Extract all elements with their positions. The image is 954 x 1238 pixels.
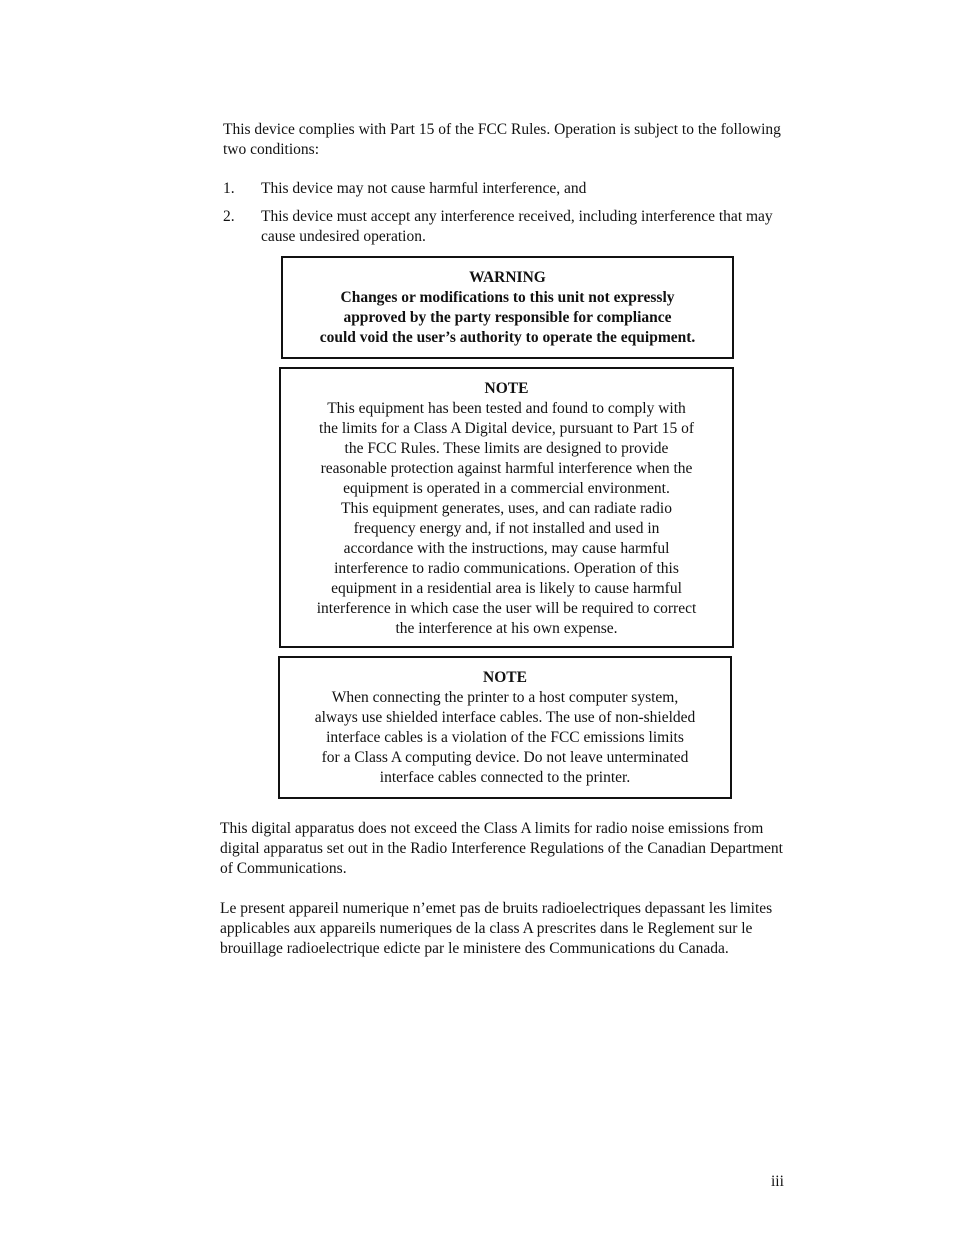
note-title: NOTE: [483, 669, 527, 686]
canada-english-paragraph: This digital apparatus does not exceed the Class A limits for radio noise emissions from digital apparatus set out in the Radio Interference Regulations of the Canadian Department of Communications.: [220, 820, 783, 877]
warning-body: Changes or modifications to this unit not expressly approved by the party responsible for compliance could void the user’s authority to operate the equipment.: [319, 289, 696, 346]
condition-item-1: [223, 179, 803, 199]
warning-box: [281, 256, 734, 359]
fcc-intro-paragraph: This device complies with Part 15 of the FCC Rules. Operation is subject to the following two conditions:: [223, 121, 781, 158]
condition-number: 2.: [223, 208, 235, 225]
canada-french-paragraph: Le present appareil numerique n’emet pas de bruits radioelectriques depassant les limites applicables aux appareils numeriques de la class A prescrites dans le Reglement sur le brouillage radioelectrique edicte par le ministere des Communications du Canada.: [220, 900, 773, 957]
note-body: This equipment has been tested and found to comply with the limits for a Class A Digital device, pursuant to Part 15 of the FCC Rules. These limits are designed to provide reasonable protection against harmful interference when the equipment is operated in a commercial environment. This equipment generates, uses, and can radiate radio frequency energy and, if not installed and used in accordance with the instructions, may cause harmful interference to radio communications. Operation of this equipment in a residential area is likely to cause harmful interference in which case the user will be required to correct the interference at his own expense.: [316, 400, 697, 637]
condition-text: This device may not cause harmful interference, and: [261, 180, 587, 197]
note-body: When connecting the printer to a host computer system, always use shielded interface cables. The use of non-shielded interface cables is a violation of the FCC emissions limits for a Class A computing device. Do not leave unterminated interface cables connected to the printer.: [314, 689, 696, 786]
warning-title: WARNING: [469, 269, 546, 286]
condition-number: 1.: [223, 180, 235, 197]
note-box-shielded-cables: [278, 656, 732, 799]
condition-item-2: [223, 207, 803, 247]
page-number: iii: [771, 1173, 784, 1190]
note-title: NOTE: [484, 380, 529, 397]
note-box-fcc-class-a: [279, 367, 734, 648]
condition-text: This device must accept any interference received, including interference that may cause undesired operation.: [261, 208, 773, 245]
